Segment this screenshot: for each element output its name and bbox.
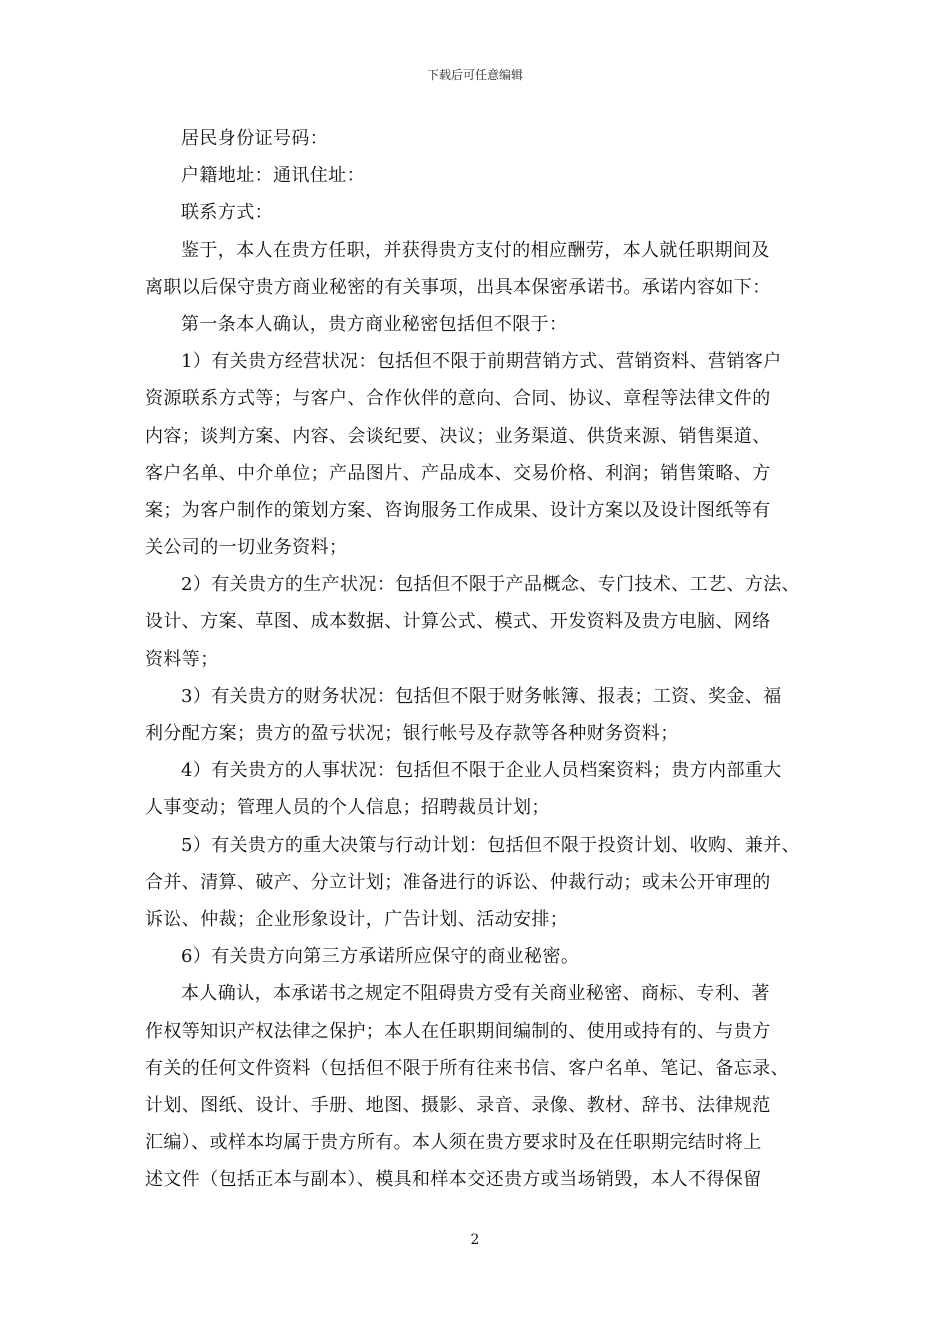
page-number: 2	[470, 1232, 480, 1248]
text-line: 鉴于，本人在贵方任职，并获得贵方支付的相应酬劳，本人就任职期间及	[181, 239, 770, 261]
text-line: 离职以后保守贵方商业秘密的有关事项，出具本保密承诺书。承诺内容如下：	[145, 276, 771, 298]
text-line: 有关的任何文件资料（包括但不限于所有往来书信、客户名单、笔记、备忘录、	[145, 1057, 789, 1079]
text-line: 2）有关贵方的生产状况：包括但不限于产品概念、专门技术、工艺、方法、	[181, 574, 801, 596]
text-line: 案；为客户制作的策划方案、咨询服务工作成果、设计方案以及设计图纸等有	[145, 499, 771, 521]
text-line: 汇编）、或样本均属于贵方所有。本人须在贵方要求时及在任职期完结时将上	[145, 1132, 762, 1154]
text-line: 诉讼、仲裁；企业形象设计，广告计划、活动安排；	[145, 908, 569, 930]
text-line: 客户名单、中介单位；产品图片、产品成本、交易价格、利润；销售策略、方	[145, 462, 771, 484]
text-line: 内容；谈判方案、内容、会谈纪要、决议；业务渠道、供货来源、销售渠道、	[145, 425, 771, 447]
text-line: 设计、方案、草图、成本数据、计算公式、模式、开发资料及贵方电脑、网络	[145, 611, 771, 633]
text-line: 人事变动；管理人员的个人信息；招聘裁员计划；	[145, 797, 550, 819]
text-line: 5）有关贵方的重大决策与行动计划：包括但不限于投资计划、收购、兼并、	[181, 834, 801, 856]
text-line: 资料等；	[145, 648, 219, 670]
text-line: 4）有关贵方的人事状况：包括但不限于企业人员档案资料；贵方内部重大	[181, 760, 782, 782]
text-line: 利分配方案；贵方的盈亏状况；银行帐号及存款等各种财务资料；	[145, 723, 679, 744]
text-line: 第一条本人确认，贵方商业秘密包括但不限于：	[181, 313, 568, 335]
text-line: 资源联系方式等；与客户、合作伙伴的意向、合同、协议、章程等法律文件的	[145, 388, 771, 410]
text-line: 3）有关贵方的财务状况：包括但不限于财务帐簿、报表；工资、奖金、福	[181, 685, 782, 707]
text-line: 合并、清算、破产、分立计划；准备进行的诉讼、仲裁行动；或未公开审理的	[145, 871, 771, 893]
text-line: 1）有关贵方经营状况：包括但不限于前期营销方式、营销资料、营销客户	[181, 351, 782, 373]
text-line: 本人确认，本承诺书之规定不阻碍贵方受有关商业秘密、商标、专利、著	[181, 983, 770, 1005]
text-line: 户籍地址：通讯住址：	[181, 165, 365, 187]
text-line: 居民身份证号码：	[181, 128, 329, 149]
page-header: 下载后可任意编辑	[426, 68, 523, 82]
text-line: 6）有关贵方向第三方承诺所应保守的商业秘密。	[181, 946, 580, 968]
document-body	[145, 120, 815, 1198]
text-line: 作权等知识产权法律之保护；本人在任职期间编制的、使用或持有的、与贵方	[145, 1020, 771, 1042]
text-line: 述文件（包括正本与副本）、模具和样本交还贵方或当场销毁，本人不得保留	[145, 1169, 762, 1191]
text-line: 计划、图纸、设计、手册、地图、摄影、录音、录像、教材、辞书、法律规范	[145, 1094, 771, 1116]
text-line: 关公司的一切业务资料；	[145, 537, 348, 559]
text-line: 联系方式：	[181, 202, 273, 224]
